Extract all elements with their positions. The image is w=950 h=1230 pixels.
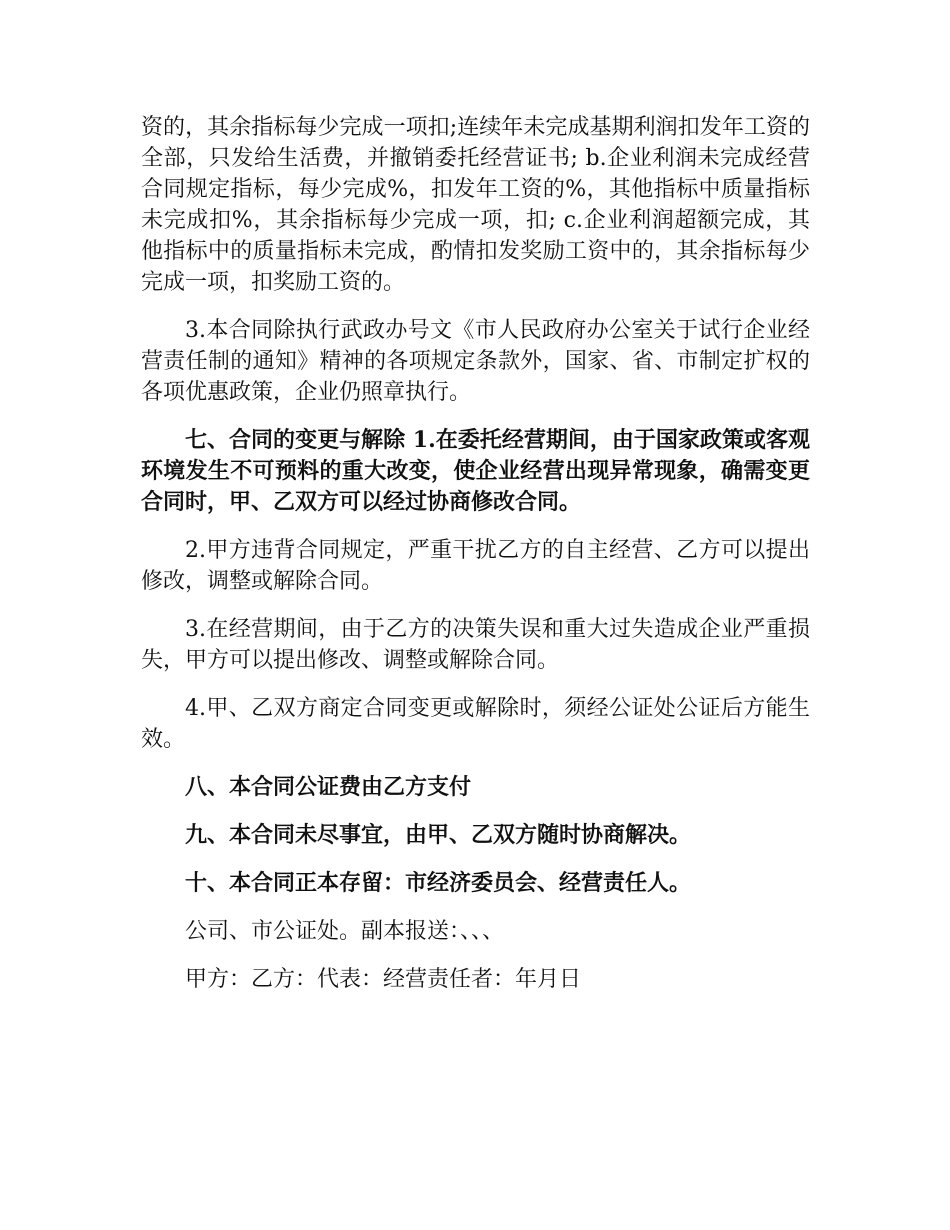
section-heading-original-copies: 十、本合同正本存留：市经济委员会、经营责任人。 — [185, 870, 692, 896]
section-heading-notary-fee: 八、本合同公证费由乙方支付 — [185, 774, 472, 800]
paragraph-copy-recipients: 公司、市公证处。副本报送：、、、 — [185, 919, 505, 944]
paragraph-penalty-terms: 资的，其余指标每少完成一项扣;连续年未完成基期利润扣发年工资的全部，只发给生活费，并撤销委托经营证书; b.企业利润未完成经营合同规定指标，每少完成%，扣发年工资的%，其他指标中质量指标未完成扣%，其余指标每少完成一项，扣; c.企业利润超额完成，其他指标中的质量指标未完成，酌情扣发奖励工资中的，其余指标每少完成一项，扣奖励工资的。 — [141, 115, 810, 295]
section-heading-contract-change: 七、合同的变更与解除 1.在委托经营期间，由于国家政策或客观环境发生不可预料的重大改变，使企业经营出现异常现象，确需变更合同时，甲、乙双方可以经过协商修改合同。 — [141, 427, 810, 515]
section-heading-unresolved-matters: 九、本合同未尽事宜，由甲、乙双方随时协商解决。 — [185, 822, 692, 848]
paragraph-clause-4-notarization: 4.甲、乙双方商定合同变更或解除时，须经公证处公证后方能生效。 — [141, 696, 810, 752]
signature-line: 甲方：乙方：代表：经营责任者：年月日 — [185, 967, 582, 992]
paragraph-clause-3-policy: 3.本合同除执行武政办号文《市人民政府办公室关于试行企业经营责任制的通知》精神的各项规定条款外，国家、省、市制定扩权的各项优惠政策，企业仍照章执行。 — [141, 318, 810, 405]
paragraph-clause-3-loss: 3.在经营期间，由于乙方的决策失误和重大过失造成企业严重损失，甲方可以提出修改、调整或解除合同。 — [141, 617, 810, 673]
paragraph-clause-2-termination: 2.甲方违背合同规定，严重干扰乙方的自主经营、乙方可以提出修改，调整或解除合同。 — [141, 538, 810, 594]
